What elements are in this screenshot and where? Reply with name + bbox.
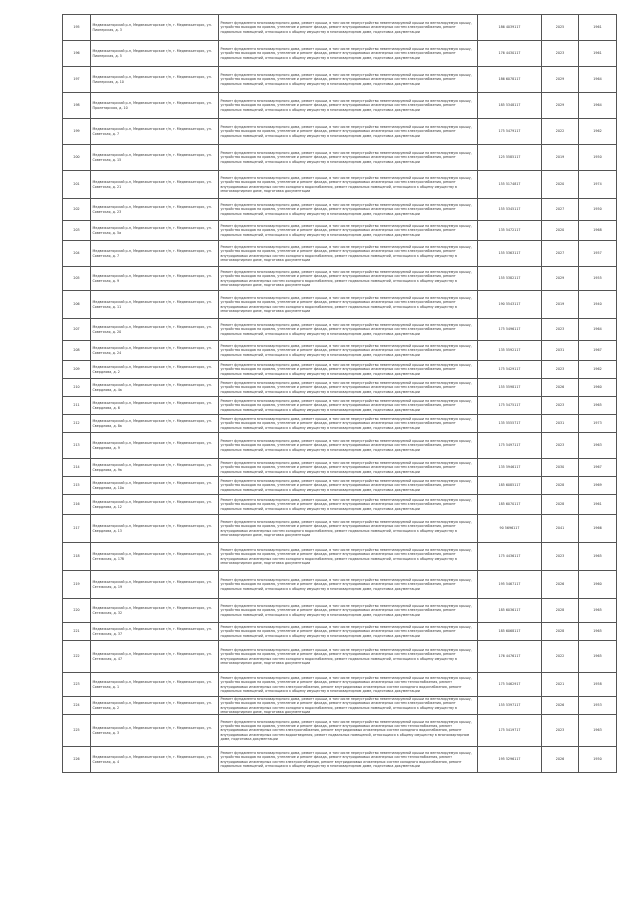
row-address: Медвежьегорский р-н, Медвежьегорское г/п, г. Медвежьегорск, ул. Советская, д. 3 (91, 715, 219, 747)
row-cost: 135 5555717 (478, 415, 542, 433)
row-planned-year: 2020 (542, 171, 579, 199)
row-cost: 135 5592117 (478, 341, 542, 361)
row-built-year: 1964 (579, 67, 617, 93)
row-cost: 185 6070117 (478, 495, 542, 515)
table-row (63, 515, 617, 543)
row-address: Медвежьегорский р-н, Медвежьегорское г/п, г. Медвежьегорск, ул. Свердлова, д. 9а (91, 459, 219, 477)
row-built-year: 1953 (579, 697, 617, 715)
row-cost: 175 5496117 (478, 319, 542, 341)
row-planned-year: 2023 (542, 543, 579, 571)
row-number: 198 (63, 93, 91, 119)
row-cost: 176 4430117 (478, 41, 542, 67)
row-built-year: 1964 (579, 93, 617, 119)
row-address: Медвежьегорский р-н, Медвежьегорское г/п, г. Медвежьегорск, ул. Сегежская, д. 37 (91, 623, 219, 641)
row-planned-year: 2019 (542, 291, 579, 319)
row-built-year: 1965 (579, 397, 617, 415)
row-number: 208 (63, 341, 91, 361)
row-number: 216 (63, 495, 91, 515)
row-works: Ремонт фундамента многоквартирного дома, ремонт крыши, в том числе переустройство невентилируемой крыши на вентилируемую крышу, устройство выходов на кровлю, утепление и ремонт фасада, ремонт внутридомовых инженерных систем электроснабжения, ремонт подвальных помещений, относящихся к общему имуществу в многоквартирном доме, подготовка документации (219, 599, 478, 623)
row-planned-year: 2029 (542, 67, 579, 93)
row-address: Медвежьегорский р-н, Медвежьегорское г/п, г. Медвежьегорск, ул. Советская, д. 20 (91, 319, 219, 341)
row-works: Ремонт фундамента многоквартирного дома, ремонт крыши, в том числе переустройство невентилируемой крыши на вентилируемую крышу, устройство выходов на кровлю, утепление и ремонт фасада, ремонт внутридомовых инженерных систем электроснабжения, ремонт подвальных помещений, относящихся к общему имуществу в многоквартирном доме, подготовка документации (219, 379, 478, 397)
table-row (63, 747, 617, 773)
row-number: 221 (63, 623, 91, 641)
row-number: 210 (63, 379, 91, 397)
row-planned-year: 2041 (542, 515, 579, 543)
row-cost: 185 5348117 (478, 93, 542, 119)
row-number: 214 (63, 459, 91, 477)
row-cost: 175 5462917 (478, 673, 542, 697)
table-row (63, 67, 617, 93)
row-cost: 195 5296117 (478, 747, 542, 773)
row-cost: 185 6068117 (478, 623, 542, 641)
row-address: Медвежьегорский р-н, Медвежьегорское г/п, г. Медвежьегорск, ул. Советская, д. 15 (91, 145, 219, 171)
row-built-year: 1968 (579, 221, 617, 241)
table-row (63, 599, 617, 623)
row-planned-year: 2028 (542, 477, 579, 495)
row-address: Медвежьегорский р-н, Медвежьегорское г/п, г. Медвежьегорск, ул. Сегежская, д. 32 (91, 599, 219, 623)
row-cost: 155 5363117 (478, 241, 542, 267)
row-planned-year: 2026 (542, 697, 579, 715)
row-cost: 135 5472117 (478, 221, 542, 241)
row-cost: 175 5419717 (478, 715, 542, 747)
row-cost: 185 6036117 (478, 599, 542, 623)
row-works: Ремонт фундамента многоквартирного дома, ремонт крыши, в том числе переустройство невентилируемой крыши на вентилируемую крышу, устройство выходов на кровлю, утепление и ремонт фасада, ремонт внутридомовых инженерных систем электроснабжения, ремонт подвальных помещений, относящихся к общему имуществу в многоквартирном доме, подготовка документации (219, 119, 478, 145)
row-planned-year: 2028 (542, 495, 579, 515)
row-planned-year: 2026 (542, 379, 579, 397)
row-built-year: 1961 (579, 495, 617, 515)
row-cost: 190 5543117 (478, 291, 542, 319)
row-built-year: 1965 (579, 543, 617, 571)
row-address: Медвежьегорский р-н, Медвежьегорское г/п, г. Медвежьегорск, ул. Советская, д. 2 (91, 697, 219, 715)
row-cost: 175 5429117 (478, 361, 542, 379)
row-works: Ремонт фундамента многоквартирного дома, ремонт крыши, в том числе переустройство невентилируемой крыши на вентилируемую крышу, устройство выходов на кровлю, утепление и ремонт фасада, ремонт внутридомовых инженерных систем электроснабжения, ремонт подвальных помещений, относящихся к общему имуществу в многоквартирном доме, подготовка документации (219, 67, 478, 93)
table-row (63, 477, 617, 495)
table-row (63, 291, 617, 319)
row-works: Ремонт фундамента многоквартирного дома, ремонт крыши, в том числе переустройство невентилируемой крыши на вентилируемую крышу, устройство выходов на кровлю, утепление и ремонт фасада, ремонт внутридомовых инженерных систем электроснабжения, ремонт подвальных помещений, относящихся к общему имуществу в многоквартирном доме, подготовка документации (219, 93, 478, 119)
row-cost: 155 5345117 (478, 199, 542, 221)
row-built-year: 1955 (579, 267, 617, 291)
row-address: Медвежьегорский р-н, Медвежьегорское г/п, г. Медвежьегорск, ул. Советская, д. 7 (91, 119, 219, 145)
row-built-year: 1962 (579, 119, 617, 145)
row-cost: 155 5598117 (478, 379, 542, 397)
row-cost: 186 4039117 (478, 15, 542, 41)
table-row (63, 697, 617, 715)
row-cost: 125 5585117 (478, 145, 542, 171)
row-planned-year: 2031 (542, 415, 579, 433)
row-number: 219 (63, 571, 91, 599)
row-works: Ремонт фундамента многоквартирного дома, ремонт крыши, в том числе переустройство невентилируемой крыши на вентилируемую крышу, устройство выходов на кровлю, утепление и ремонт фасада, ремонт внутридомовых инженерных систем электроснабжения, ремонт подвальных помещений, относящихся к общему имуществу в многоквартирном доме, подготовка документации (219, 15, 478, 41)
row-number: 203 (63, 221, 91, 241)
row-cost: 175 5479117 (478, 119, 542, 145)
row-works: Ремонт фундамента многоквартирного дома, ремонт крыши, в том числе переустройство невентилируемой крыши на вентилируемую крышу, устройство выходов на кровлю, утепление и ремонт фасада, ремонт внутридомовых инженерных систем электроснабжения, ремонт подвальных помещений, относящихся к общему имуществу в многоквартирном доме, подготовка документации (219, 361, 478, 379)
row-address: Медвежьегорский р-н, Медвежьегорское г/п, г. Медвежьегорск, ул. Советская, д. 24 (91, 341, 219, 361)
row-built-year: 1950 (579, 145, 617, 171)
row-address: Медвежьегорский р-н, Медвежьегорское г/п, г. Медвежьегорск, ул. Сегежская, д. 19 (91, 571, 219, 599)
row-number: 220 (63, 599, 91, 623)
row-works: Ремонт фундамента многоквартирного дома, ремонт крыши, в том числе переустройство невентилируемой крыши на вентилируемую крышу, устройство выходов на кровлю, утепление и ремонт фасада, ремонт внутридомовых инженерных систем электроснабжения, ремонт внутридомовых инженерных систем холодного водоснабжения, ремонт подвальных помещений, относящихся к общему имуществу в многоквартирном доме, подготовка документации (219, 291, 478, 319)
row-works: Ремонт фундамента многоквартирного дома, ремонт крыши, в том числе переустройство невентилируемой крыши на вентилируемую крышу, устройство выходов на кровлю, утепление и ремонт фасада, ремонт внутридомовых инженерных систем электроснабжения, ремонт подвальных помещений, относящихся к общему имуществу в многоквартирном доме, подготовка документации (219, 415, 478, 433)
row-works: Ремонт фундамента многоквартирного дома, ремонт крыши, в том числе переустройство невентилируемой крыши на вентилируемую крышу, устройство выходов на кровлю, утепление и ремонт фасада, ремонт внутридомовых инженерных систем электроснабжения, ремонт подвальных помещений, относящихся к общему имуществу в многоквартирном доме, подготовка документации (219, 319, 478, 341)
row-planned-year: 2029 (542, 93, 579, 119)
row-built-year: 1960 (579, 379, 617, 397)
row-number: 199 (63, 119, 91, 145)
row-cost: 90 5696117 (478, 515, 542, 543)
row-address: Медвежьегорский р-н, Медвежьегорское г/п, г. Медвежьегорск, ул. Свердлова, д. 10а (91, 477, 219, 495)
table-row (63, 459, 617, 477)
table-row (63, 241, 617, 267)
row-built-year: 1958 (579, 673, 617, 697)
row-address: Медвежьегорский р-н, Медвежьегорское г/п, г. Медвежьегорск, ул. Советская, д. 1 (91, 673, 219, 697)
row-planned-year: 2023 (542, 433, 579, 459)
row-cost: 175 4436117 (478, 543, 542, 571)
row-planned-year: 2029 (542, 267, 579, 291)
row-number: 215 (63, 477, 91, 495)
row-number: 218 (63, 543, 91, 571)
row-address: Медвежьегорский р-н, Медвежьегорское г/п, г. Медвежьегорск, ул. Свердлова, д. 12 (91, 495, 219, 515)
row-address: Медвежьегорский р-н, Медвежьегорское г/п, г. Медвежьегорск, ул. Свердлова, д. 4а (91, 379, 219, 397)
row-cost: 155 5382117 (478, 267, 542, 291)
row-planned-year: 2023 (542, 361, 579, 379)
row-number: 200 (63, 145, 91, 171)
row-built-year: 1962 (579, 361, 617, 379)
row-number: 207 (63, 319, 91, 341)
table-row (63, 433, 617, 459)
row-built-year: 1965 (579, 623, 617, 641)
row-works: Ремонт фундамента многоквартирного дома, ремонт крыши, в том числе переустройство невентилируемой крыши на вентилируемую крышу, устройство выходов на кровлю, утепление и ремонт фасада, ремонт внутридомовых инженерных систем электроснабжения, ремонт подвальных помещений, относящихся к общему имуществу в многоквартирном доме, подготовка документации (219, 623, 478, 641)
row-planned-year: 2023 (542, 41, 579, 67)
row-number: 225 (63, 715, 91, 747)
row-planned-year: 2027 (542, 241, 579, 267)
row-number: 204 (63, 241, 91, 267)
table-row (63, 145, 617, 171)
row-number: 195 (63, 15, 91, 41)
row-works: Ремонт фундамента многоквартирного дома, ремонт крыши, в том числе переустройство невентилируемой крыши на вентилируемую крышу, устройство выходов на кровлю, утепление и ремонт фасада, ремонт внутридомовых инженерных систем электроснабжения, ремонт подвальных помещений, относящихся к общему имуществу в многоквартирном доме, подготовка документации (219, 41, 478, 67)
row-number: 205 (63, 267, 91, 291)
row-cost: 135 5946117 (478, 459, 542, 477)
row-cost: 175 5475117 (478, 397, 542, 415)
table-row (63, 673, 617, 697)
row-planned-year: 2026 (542, 747, 579, 773)
row-works: Ремонт фундамента многоквартирного дома, ремонт крыши, в том числе переустройство невентилируемой крыши на вентилируемую крышу, устройство выходов на кровлю, утепление и ремонт фасада, ремонт внутридомовых инженерных систем электроснабжения, ремонт подвальных помещений, относящихся к общему имуществу в многоквартирном доме, подготовка документации (219, 221, 478, 241)
row-number: 223 (63, 673, 91, 697)
row-planned-year: 2021 (542, 673, 579, 697)
row-planned-year: 2019 (542, 145, 579, 171)
row-cost: 195 5467117 (478, 571, 542, 599)
row-cost: 186 6078117 (478, 67, 542, 93)
row-address: Медвежьегорский р-н, Медвежьегорское г/п, г. Медвежьегорск, ул. Советская, д. 23 (91, 199, 219, 221)
row-planned-year: 2027 (542, 199, 579, 221)
row-planned-year: 2023 (542, 319, 579, 341)
row-address: Медвежьегорский р-н, Медвежьегорское г/п, г. Медвежьегорск, ул. Свердлова, д. 9 (91, 433, 219, 459)
row-address: Медвежьегорский р-н, Медвежьегорское г/п, г. Медвежьегорск, ул. Советская, д. 11 (91, 291, 219, 319)
row-cost: 155 5397117 (478, 697, 542, 715)
table-row (63, 571, 617, 599)
row-cost: 175 5497117 (478, 433, 542, 459)
row-address: Медвежьегорский р-н, Медвежьегорское г/п, г. Медвежьегорск, ул. Свердлова, д. 8а (91, 415, 219, 433)
row-address: Медвежьегорский р-н, Медвежьегорское г/п, г. Медвежьегорск, ул. Свердлова, д. 2 (91, 361, 219, 379)
row-address: Медвежьегорский р-н, Медвежьегорское г/п, г. Медвежьегорск, ул. Советская, д. 7 (91, 241, 219, 267)
row-works: Ремонт фундамента многоквартирного дома, ремонт крыши, в том числе переустройство невентилируемой крыши на вентилируемую крышу, устройство выходов на кровлю, утепление и ремонт фасада, ремонт внутридомовых инженерных систем электроснабжения, ремонт подвальных помещений, относящихся к общему имуществу в многоквартирном доме, подготовка документации (219, 145, 478, 171)
row-number: 196 (63, 41, 91, 67)
row-built-year: 1963 (579, 433, 617, 459)
table-body (63, 15, 617, 773)
table-row (63, 495, 617, 515)
row-built-year: 1940 (579, 291, 617, 319)
table-row (63, 119, 617, 145)
row-built-year: 1961 (579, 41, 617, 67)
row-number: 226 (63, 747, 91, 773)
row-works: Ремонт фундамента многоквартирного дома, ремонт крыши, в том числе переустройство невентилируемой крыши на вентилируемую крышу, устройство выходов на кровлю, утепление и ремонт фасада, ремонт внутридомовых инженерных систем электроснабжения, ремонт подвальных помещений, относящихся к общему имуществу в многоквартирном доме, подготовка документации (219, 459, 478, 477)
row-address: Медвежьегорский р-н, Медвежьегорское г/п, г. Медвежьегорск, ул. Советская, д. 4 (91, 747, 219, 773)
row-built-year: 1965 (579, 641, 617, 673)
row-works: Ремонт фундамента многоквартирного дома, ремонт крыши, в том числе переустройство невентилируемой крыши на вентилируемую крышу, устройство выходов на кровлю, утепление и ремонт фасада, ремонт внутридомовых инженерных систем электроснабжения, ремонт внутридомовых инженерных систем холодного водоснабжения, ремонт подвальных помещений, относящихся к общему имуществу в многоквартирном доме, подготовка документации (219, 543, 478, 571)
row-number: 222 (63, 641, 91, 673)
row-cost: 176 4476117 (478, 641, 542, 673)
table-row (63, 379, 617, 397)
row-built-year: 1961 (579, 15, 617, 41)
row-number: 213 (63, 433, 91, 459)
table-row (63, 543, 617, 571)
row-built-year: 1964 (579, 319, 617, 341)
row-works: Ремонт фундамента многоквартирного дома, ремонт крыши, в том числе переустройство невентилируемой крыши на вентилируемую крышу, устройство выходов на кровлю, утепление и ремонт фасада, ремонт внутридомовых инженерных систем теплоснабжения, ремонт внутридомовых инженерных систем электроснабжения, ремонт внутридомовых инженерных систем холодного водоснабжения, ремонт подвальных помещений, относящихся к общему имуществу в многоквартирном доме, подготовка документации (219, 673, 478, 697)
row-number: 212 (63, 415, 91, 433)
row-planned-year: 2031 (542, 341, 579, 361)
row-built-year: 1963 (579, 715, 617, 747)
row-built-year: 1967 (579, 341, 617, 361)
row-works: Ремонт фундамента многоквартирного дома, ремонт крыши, в том числе переустройство невентилируемой крыши на вентилируемую крышу, устройство выходов на кровлю, утепление и ремонт фасада, ремонт внутридомовых инженерных систем электроснабжения, ремонт подвальных помещений, относящихся к общему имуществу в многоквартирном доме, подготовка документации (219, 495, 478, 515)
table-row (63, 397, 617, 415)
row-built-year: 1950 (579, 747, 617, 773)
row-address: Медвежьегорский р-н, Медвежьегорское г/п, г. Медвежьегорск, ул. Советская, д. 5а (91, 221, 219, 241)
row-works: Ремонт фундамента многоквартирного дома, ремонт крыши, в том числе переустройство невентилируемой крыши на вентилируемую крышу, устройство выходов на кровлю, утепление и ремонт фасада, ремонт внутридомовых инженерных систем электроснабжения, ремонт подвальных помещений, относящихся к общему имуществу в многоквартирном доме, подготовка документации (219, 477, 478, 495)
row-built-year: 1960 (579, 571, 617, 599)
row-works: Ремонт фундамента многоквартирного дома, ремонт крыши, в том числе переустройство невентилируемой крыши на вентилируемую крышу, устройство выходов на кровлю, утепление и ремонт фасада, ремонт внутридомовых инженерных систем электроснабжения, ремонт подвальных помещений, относящихся к общему имуществу в многоквартирном доме, подготовка документации (219, 199, 478, 221)
row-planned-year: 2028 (542, 599, 579, 623)
row-works: Ремонт фундамента многоквартирного дома, ремонт крыши, в том числе переустройство невентилируемой крыши на вентилируемую крышу, устройство выходов на кровлю, утепление и ремонт фасада, ремонт внутридомовых инженерных систем электроснабжения, ремонт внутридомовых инженерных систем холодного водоснабжения, ремонт подвальных помещений, относящихся к общему имуществу в многоквартирном доме, подготовка документации (219, 641, 478, 673)
row-planned-year: 2023 (542, 397, 579, 415)
row-number: 211 (63, 397, 91, 415)
row-built-year: 1965 (579, 599, 617, 623)
table-row (63, 221, 617, 241)
row-number: 209 (63, 361, 91, 379)
row-address: Медвежьегорский р-н, Медвежьегорское г/п, г. Медвежьегорск, ул. Пионерская, д. 10 (91, 67, 219, 93)
row-number: 224 (63, 697, 91, 715)
table-row (63, 715, 617, 747)
table-row (63, 93, 617, 119)
table-row (63, 15, 617, 41)
table-row (63, 361, 617, 379)
row-number: 206 (63, 291, 91, 319)
row-works: Ремонт фундамента многоквартирного дома, ремонт крыши, в том числе переустройство невентилируемой крыши на вентилируемую крышу, устройство выходов на кровлю, утепление и ремонт фасада, ремонт внутридомовых инженерных систем электроснабжения, ремонт внутридомовых инженерных систем холодного водоснабжения, ремонт подвальных помещений, относящихся к общему имуществу в многоквартирном доме, подготовка документации (219, 267, 478, 291)
table-row (63, 641, 617, 673)
row-planned-year: 2022 (542, 119, 579, 145)
row-address: Медвежьегорский р-н, Медвежьегорское г/п, г. Медвежьегорск, ул. Советская, д. 9 (91, 267, 219, 291)
table-row (63, 41, 617, 67)
row-works: Ремонт фундамента многоквартирного дома, ремонт крыши, в том числе переустройство невентилируемой крыши на вентилируемую крышу, устройство выходов на кровлю, утепление и ремонт фасада, ремонт внутридомовых инженерных систем электроснабжения, ремонт подвальных помещений, относящихся к общему имуществу в многоквартирном доме, подготовка документации (219, 433, 478, 459)
row-address: Медвежьегорский р-н, Медвежьегорское г/п, г. Медвежьегорск, ул. Свердлова, д. 13 (91, 515, 219, 543)
row-works: Ремонт фундамента многоквартирного дома, ремонт крыши, в том числе переустройство невентилируемой крыши на вентилируемую крышу, устройство выходов на кровлю, утепление и ремонт фасада, ремонт внутридомовых инженерных систем электроснабжения, ремонт внутридомовых инженерных систем холодного водоснабжения, ремонт подвальных помещений, относящихся к общему имуществу в многоквартирном доме, подготовка документации (219, 241, 478, 267)
row-cost: 185 6085117 (478, 477, 542, 495)
table-row (63, 341, 617, 361)
row-planned-year: 2030 (542, 459, 579, 477)
row-planned-year: 2028 (542, 623, 579, 641)
row-number: 197 (63, 67, 91, 93)
row-planned-year: 2025 (542, 15, 579, 41)
row-address: Медвежьегорский р-н, Медвежьегорское г/п, г. Медвежьегорск, ул. Советская, д. 21 (91, 171, 219, 199)
repair-schedule-table (62, 14, 617, 773)
row-planned-year: 2020 (542, 221, 579, 241)
row-cost: 155 5174817 (478, 171, 542, 199)
row-works: Ремонт фундамента многоквартирного дома, ремонт крыши, в том числе переустройство невентилируемой крыши на вентилируемую крышу, устройство выходов на кровлю, утепление и ремонт фасада, ремонт внутридомовых инженерных систем электроснабжения, ремонт внутридомовых инженерных систем холодного водоснабжения, ремонт подвальных помещений, относящихся к общему имуществу в многоквартирном доме, подготовка документации (219, 697, 478, 715)
table-row (63, 267, 617, 291)
row-number: 202 (63, 199, 91, 221)
table-row (63, 171, 617, 199)
row-works: Ремонт фундамента многоквартирного дома, ремонт крыши, в том числе переустройство невентилируемой крыши на вентилируемую крышу, устройство выходов на кровлю, утепление и ремонт фасада, ремонт внутридомовых инженерных систем электроснабжения, ремонт подвальных помещений, относящихся к общему имуществу в многоквартирном доме, подготовка документации (219, 571, 478, 599)
row-planned-year: 2022 (542, 641, 579, 673)
table-row (63, 623, 617, 641)
row-built-year: 1974 (579, 171, 617, 199)
table-row (63, 415, 617, 433)
row-works: Ремонт фундамента многоквартирного дома, ремонт крыши, в том числе переустройство невентилируемой крыши на вентилируемую крышу, устройство выходов на кровлю, утепление и ремонт фасада, ремонт внутридомовых инженерных систем электроснабжения, ремонт внутридомовых инженерных систем холодного водоснабжения, ремонт подвальных помещений, относящихся к общему имуществу в многоквартирном доме, подготовка документации (219, 515, 478, 543)
row-built-year: 1957 (579, 241, 617, 267)
table-row (63, 199, 617, 221)
row-built-year: 1973 (579, 415, 617, 433)
row-planned-year: 2026 (542, 571, 579, 599)
row-built-year: 1966 (579, 515, 617, 543)
row-address: Медвежьегорский р-н, Медвежьегорское г/п, г. Медвежьегорск, ул. Сегежская, д. 17б (91, 543, 219, 571)
row-works: Ремонт фундамента многоквартирного дома, ремонт крыши, в том числе переустройство невентилируемой крыши на вентилируемую крышу, устройство выходов на кровлю, утепление и ремонт фасада, ремонт внутридомовых инженерных систем электроснабжения, ремонт подвальных помещений, относящихся к общему имуществу в многоквартирном доме, подготовка документации (219, 397, 478, 415)
row-address: Медвежьегорский р-н, Медвежьегорское г/п, г. Медвежьегорск, ул. Пионерская, д. 5 (91, 41, 219, 67)
row-works: Ремонт фундамента многоквартирного дома, ремонт крыши, в том числе переустройство невентилируемой крыши на вентилируемую крышу, устройство выходов на кровлю, утепление и ремонт фасада, ремонт внутридомовых инженерных систем теплоснабжения, ремонт внутридомовых инженерных систем электроснабжения, ремонт внутридомовых инженерных систем холодного водоснабжения, ремонт подвальных помещений, относящихся к общему имуществу в многоквартирном доме, подготовка документации (219, 747, 478, 773)
table-row (63, 319, 617, 341)
row-address: Медвежьегорский р-н, Медвежьегорское г/п, г. Медвежьегорск, ул. Пионерская, д. 3 (91, 15, 219, 41)
row-address: Медвежьегорский р-н, Медвежьегорское г/п, г. Медвежьегорск, ул. Свердлова, д. 6 (91, 397, 219, 415)
row-works: Ремонт фундамента многоквартирного дома, ремонт крыши, в том числе переустройство невентилируемой крыши на вентилируемую крышу, устройство выходов на кровлю, утепление и ремонт фасада, ремонт внутридомовых инженерных систем электроснабжения, ремонт внутридомовых инженерных систем холодного водоснабжения, ремонт подвальных помещений, относящихся к общему имуществу в многоквартирном доме, подготовка документации (219, 171, 478, 199)
row-address: Медвежьегорский р-н, Медвежьегорское г/п, г. Медвежьегорск, ул. Пролетарская, д. 10 (91, 93, 219, 119)
row-built-year: 1967 (579, 459, 617, 477)
row-built-year: 1950 (579, 199, 617, 221)
row-address: Медвежьегорский р-н, Медвежьегорское г/п, г. Медвежьегорск, ул. Сегежская, д. 47 (91, 641, 219, 673)
row-built-year: 1969 (579, 477, 617, 495)
row-number: 201 (63, 171, 91, 199)
row-planned-year: 2023 (542, 715, 579, 747)
row-works: Ремонт фундамента многоквартирного дома, ремонт крыши, в том числе переустройство невентилируемой крыши на вентилируемую крышу, устройство выходов на кровлю, утепление и ремонт фасада, ремонт внутридомовых инженерных систем теплоснабжения, ремонт внутридомовых инженерных систем электроснабжения, ремонт внутридомовых инженерных систем холодного водоснабжения, ремонт внутридомовых инженерных систем водоотведения, ремонт подвальных помещений, относящихся к общему имуществу в многоквартирном доме, подготовка документации (219, 715, 478, 747)
row-works: Ремонт фундамента многоквартирного дома, ремонт крыши, в том числе переустройство невентилируемой крыши на вентилируемую крышу, устройство выходов на кровлю, утепление и ремонт фасада, ремонт внутридомовых инженерных систем электроснабжения, ремонт подвальных помещений, относящихся к общему имуществу в многоквартирном доме, подготовка документации (219, 341, 478, 361)
row-number: 217 (63, 515, 91, 543)
